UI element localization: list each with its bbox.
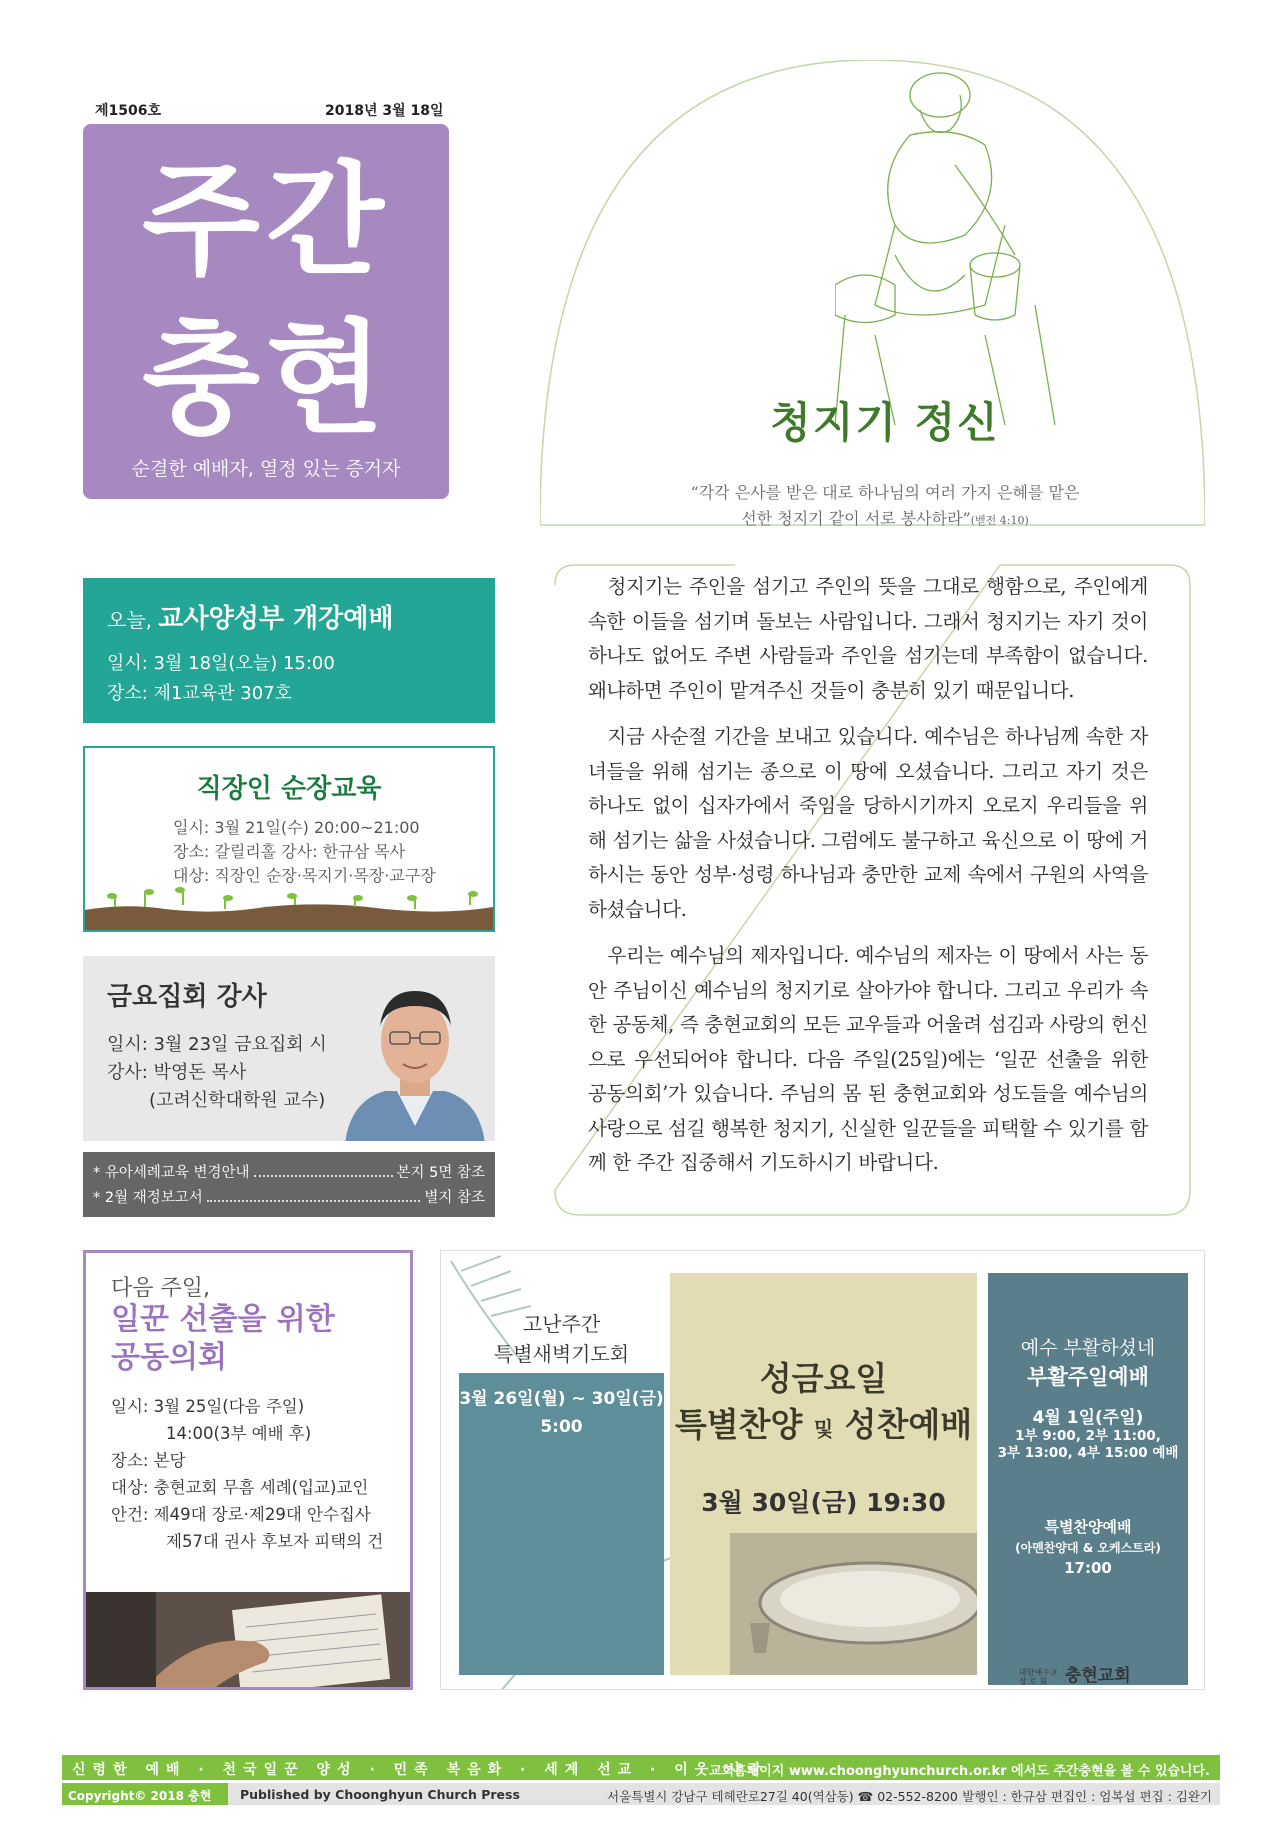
masthead	[83, 124, 449, 499]
good-friday-card	[670, 1273, 977, 1675]
copyright: Copyright© 2018 충현교회	[62, 1783, 228, 1805]
easter-panel	[440, 1250, 1205, 1690]
footer-website[interactable]: 교회홈페이지 www.choonghyunchurch.or.kr 에서도 주간충현을 볼 수 있습니다.	[708, 1764, 1210, 1779]
workplace-training-details: 일시: 3월 21일(수) 20:00~21:00 장소: 갈릴리홀 강사: 한규삼 목사 대상: 직장인 순장·목지기·목장·교구장	[173, 818, 436, 885]
ballot-photo	[86, 1592, 410, 1687]
masthead-slogan: 순결한 예배자, 열정 있는 증거자	[131, 458, 401, 480]
special-praise-choir: (아멘찬양대 & 오케스트라)	[1015, 1541, 1161, 1555]
easter-sunday-card	[988, 1273, 1188, 1685]
article-paragraph: 청지기는 주인을 섬기고 주인의 뜻을 그대로 행함으로, 주인에게 속한 이들을 섬기며 돌보는 사람입니다. 그래서 청지기는 자기 것이 하나도 없어도 주변 사람들과 주인을 섬기는데 부족함이 없습니다. 왜냐하면 주인이 맡겨주신 것들이 충분히 있기 때문입니다.	[588, 575, 1148, 702]
good-friday-date: 3월 30일(금) 19:30	[701, 1488, 946, 1517]
today-service-title: 오늘, 교사양성부 개강예배	[107, 604, 394, 634]
staff-credits: 발행인 : 한규삼 편집인 : 엄복섭 편집 : 김완기	[962, 1789, 1212, 1804]
good-friday-title: 성금요일 특별찬양 및 성찬예배	[674, 1359, 973, 1444]
next-sunday-details: 일시: 3월 25일(다음 주일) 14:00(3부 예배 후) 장소: 본당 대상: 충현교회 무흠 세례(입교)교인 안건: 제49대 장로·제29대 안수집사 제57대 권사 후보자 피택의 건	[111, 1397, 384, 1551]
speaker-photo	[335, 966, 495, 1141]
church-logo: 대한예수교 장 로 회 충현교회	[1019, 1666, 1131, 1686]
notice-item: * 2월 재정보고서 별지 참조	[93, 1190, 485, 1206]
next-sunday-title: 일꾼 선출을 위한 공동의회	[111, 1302, 335, 1375]
special-praise-time: 17:00	[1064, 1559, 1112, 1577]
notice-bar	[83, 1152, 495, 1217]
issue-date: 2018년 3월 18일	[325, 103, 444, 119]
dawn-prayer-date: 3월 26일(월) ~ 30일(금) 5:00	[459, 1389, 664, 1437]
article-body	[588, 570, 1148, 1193]
article-title: 청지기 정신	[770, 398, 1000, 447]
easter-sunday-times: 1부 9:00, 2부 11:00, 3부 13:00, 4부 15:00 예배	[997, 1428, 1179, 1461]
footer-motto: 신령한 예배 · 천국일꾼 양성 · 민족 복음화 · 세계 선교 · 이웃 사랑	[72, 1762, 769, 1778]
workplace-training-box	[83, 746, 495, 932]
dawn-prayer-heading: 고난주간 특별새벽기도회	[493, 1312, 630, 1366]
workplace-training-title: 직장인 순장교육	[196, 774, 382, 804]
article-paragraph: 우리는 예수님의 제자입니다. 예수님의 제자는 이 땅에서 사는 동안 주님이신 예수님의 청지기로 살아가야 합니다. 그리고 우리가 속한 공동체, 즉 충현교회의 모든 교우들과 어울려 섬김과 사랑의 헌신으로 우선되어야 합니다. 다음 주일(25일)에는 ‘일꾼 선출을 위한 공동의회’가 있습니다. 주님의 몸 된 충현교회와 성도들을 예수님의 사랑으로 섬길 행복한 청지기, 신실한 일꾼들을 피택할 수 있기를 함께 한 주간 집중해서 기도하시기 바랍니다.	[588, 944, 1148, 1174]
today-service-datetime: 일시: 3월 18일(오늘) 15:00	[107, 653, 335, 674]
maid-illustration	[835, 55, 1065, 425]
next-sunday-box	[83, 1250, 413, 1690]
next-sunday-pre: 다음 주일,	[111, 1276, 210, 1301]
easter-sunday-date: 4월 1일(주일)	[1032, 1408, 1144, 1428]
communion-bowl-image	[730, 1533, 977, 1675]
notice-item: * 유아세례교육 변경안내 본지 5면 참조	[93, 1165, 485, 1181]
special-praise-title: 특별찬양예배	[1044, 1518, 1132, 1536]
friday-speaker-box	[83, 956, 495, 1141]
dawn-prayer-card	[459, 1373, 664, 1675]
publisher: Published by Choonghyun Church Press	[240, 1787, 520, 1802]
easter-sunday-title: 부활주일예배	[1027, 1365, 1149, 1389]
easter-sunday-pre: 예수 부활하셨네	[1020, 1337, 1156, 1359]
article-paragraph: 지금 사순절 기간을 보내고 있습니다. 예수님은 하나님께 속한 자녀들을 위해 섬기는 종으로 이 땅에 오셨습니다. 그리고 자기 것은 하나도 없이 십자가에서 죽임을 당하시기까지 오로지 우리들을 위해 섬기는 삶을 사셨습니다. 그럼에도 불구하고 육신으로 이 땅에 거하시는 동안 성부·성령 하나님과 충만한 교제 속에서 구원의 사역을 하셨습니다.	[588, 725, 1148, 921]
friday-speaker-details: 일시: 3월 23일 금요집회 시 강사: 박영돈 목사 (고려신학대학원 교수)	[107, 1034, 327, 1111]
article-quote: “각각 은사를 받은 대로 하나님의 여러 가지 은혜를 맡은 선한 청지기 같이 서로 봉사하라”(벧전 4:10)	[690, 483, 1080, 528]
soil-illustration	[85, 885, 493, 930]
issue-number: 제1506호	[95, 103, 162, 119]
masthead-title: 주간 충현	[142, 150, 390, 450]
quote-reference: (벧전 4:10)	[970, 514, 1029, 527]
church-address: 서울특별시 강남구 테헤란로27길 40(역삼동) ☎ 02-552-8200	[607, 1789, 958, 1804]
footer-motto-bar	[62, 1755, 1220, 1780]
friday-speaker-title: 금요집회 강사	[107, 982, 267, 1012]
today-service-box	[83, 578, 495, 723]
footer-info-bar	[62, 1783, 1220, 1820]
today-service-place: 장소: 제1교육관 307호	[107, 683, 293, 704]
